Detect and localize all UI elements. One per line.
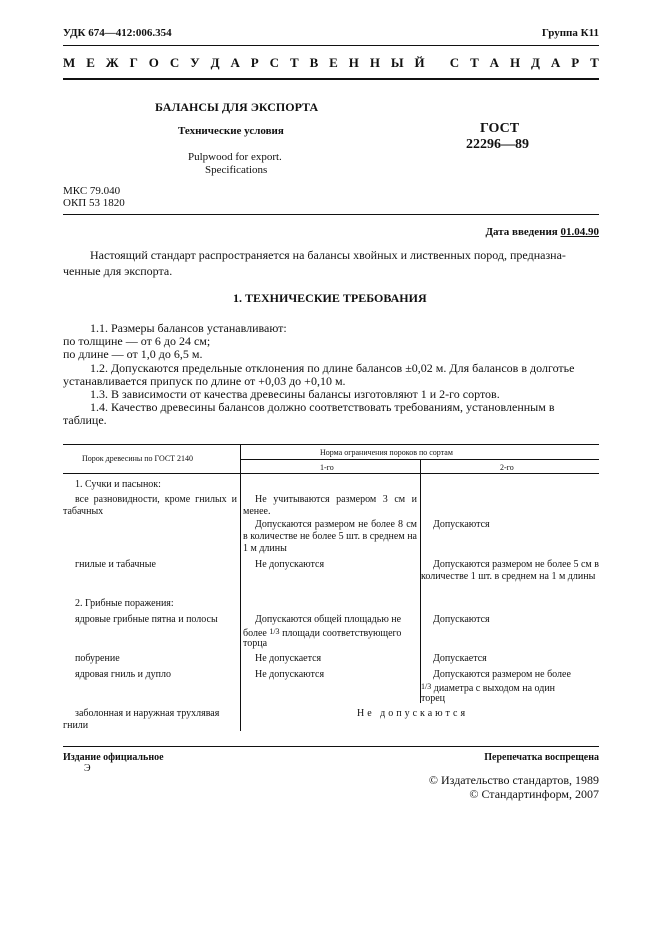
group-fungal-header: 2. Грибные поражения: (75, 598, 174, 609)
para-1-1-length: по длине — от 1,0 до 6,5 м. (63, 347, 203, 361)
standard-banner (63, 55, 599, 71)
section-heading: 1. ТЕХНИЧЕСКИЕ ТРЕБОВАНИЯ (233, 291, 427, 305)
effective-date-label: Дата введения (485, 226, 558, 238)
okp-code: ОКП 53 1820 (63, 197, 125, 209)
fraction-one-third: 1/3 (269, 627, 280, 636)
banner-letter: Д (210, 55, 220, 70)
header-top-rule (63, 45, 599, 46)
row-knots-all-name: все разновидности, кроме гнилых и табачных (63, 494, 237, 517)
banner-letter: Й (414, 55, 425, 70)
row-heart-rot-name: ядровая гниль и дупло (75, 669, 171, 680)
row-browning-name: побурение (75, 653, 120, 664)
row-browning-grade1: Не допускается (255, 653, 322, 664)
row-knots-size-grade2: Допускаются (433, 519, 490, 530)
row-fungal-spots-grade1-a: Допускаются общей площадью не (255, 614, 402, 625)
row-heart-rot-grade1: Не допускаются (255, 669, 325, 680)
para-1-3: 1.3. В зависимости от качества древесины балансы изготовляют 1 и 2-го сортов. (90, 387, 500, 401)
intro-line-1: Настоящий стандарт распространяется на балансы хвойных и лиственных пород, предназна- (90, 248, 566, 262)
row-browning-grade2: Допускается (433, 653, 487, 664)
header-bottom-rule (63, 78, 599, 80)
doc-title-en-1: Pulpwood for export. (188, 151, 282, 163)
banner-letter: Т (289, 55, 299, 70)
row-heart-rot-grade2-a: Допускаются размером не более (433, 669, 571, 680)
col-grade2-header: 2-го (500, 463, 514, 472)
table-top-rule (63, 444, 599, 445)
group-knots-header: 1. Сучки и пасынок: (75, 479, 161, 490)
banner-letter: Р (571, 55, 580, 70)
row-sapwood-rot-both: Не допускаются (357, 708, 469, 719)
banner-letter: Ы (390, 55, 404, 70)
row-heart-rot-grade2-diameter: диаметра с выходом на один (433, 683, 556, 694)
banner-letter: Г (129, 55, 138, 70)
row-knots-size-grade1: Допускаются размером не более 8 см в количестве не более 5 шт. в среднем на 1 м длины (243, 519, 417, 554)
intro-line-2: ченные для экспорта. (63, 264, 173, 278)
table-col-divider-1 (240, 444, 241, 731)
row-rotten-knots-name: гнилые и табачные (75, 559, 156, 570)
udk-code: УДК 674—412:006.354 (63, 27, 172, 39)
fraction-one-third: 1/3 (421, 682, 432, 691)
banner-letter: Н (509, 55, 521, 70)
col-grade1-header: 1-го (320, 463, 334, 472)
banner-letter: С (449, 55, 460, 70)
footer-rule (63, 746, 599, 747)
para-1-1-thickness: по толщине — от 6 до 24 см; (63, 334, 211, 348)
banner-letter: Е (86, 55, 95, 70)
col-defect-header: Порок древесины по ГОСТ 2140 (82, 454, 194, 463)
banner-letter: Т (590, 55, 599, 70)
row-knots-all-grade1: Не учитываются размером 3 см и менее. (243, 494, 417, 517)
doc-title-en-2: Specifications (205, 164, 268, 176)
banner-letter: Д (531, 55, 540, 70)
banner-letter: Н (348, 55, 359, 70)
banner-letter: С (269, 55, 280, 70)
reprint-notice: Перепечатка воспрещена (484, 752, 599, 763)
banner-letter: С (169, 55, 180, 70)
banner-letter: О (148, 55, 159, 70)
banner-letter: А (550, 55, 561, 70)
mks-code: МКС 79.040 (63, 185, 121, 197)
para-1-2-line-2: устанавливается припуск по длине от +0,03 до +0,10 м. (63, 374, 346, 388)
copyright-2007: © Стандартинформ, 2007 (469, 787, 599, 801)
official-mark: Э (84, 763, 91, 774)
gost-label: ГОСТ (480, 121, 520, 136)
effective-date (485, 226, 599, 238)
row-fungal-spots-name: ядровые грибные пятна и полосы (75, 614, 218, 625)
group-code: Группа К11 (541, 27, 599, 39)
row-sapwood-rot-name: заболонная и наружная трухлявая гнили (63, 708, 220, 731)
doc-title: БАЛАНСЫ ДЛЯ ЭКСПОРТА (155, 100, 319, 114)
copyright-1989: © Издательство стандартов, 1989 (428, 773, 599, 787)
row-fungal-spots-grade1-area: площади соответствующего (282, 628, 402, 639)
gost-number: 22296—89 (466, 137, 529, 152)
banner-letter: Е (329, 55, 338, 70)
banner-letter: А (230, 55, 240, 70)
banner-letter: Р (250, 55, 259, 70)
col-norm-header: Норма ограничения пороков по сортам (320, 448, 453, 457)
doc-subtitle: Технические условия (178, 125, 284, 137)
para-1-4-line-2: таблице. (63, 413, 107, 427)
banner-letter: А (489, 55, 500, 70)
banner-letter: Н (369, 55, 380, 70)
banner-letter: Т (470, 55, 479, 70)
banner-letter: М (63, 55, 76, 70)
para-1-1: 1.1. Размеры балансов устанавливают: (90, 321, 287, 335)
title-rule (63, 214, 599, 215)
row-fungal-spots-grade2: Допускаются (433, 614, 490, 625)
banner-gap (436, 55, 439, 71)
official-edition: Издание официальное (63, 752, 164, 763)
row-fungal-spots-grade1-d: торца (243, 638, 268, 649)
para-1-2-line-1: 1.2. Допускаются предельные отклонения по длине балансов ±0,02 м. Для балансов в долготье (90, 361, 575, 375)
row-heart-rot-grade2-c: торец (421, 693, 446, 704)
effective-date-value: 01.04.90 (560, 226, 599, 238)
banner-letter: У (190, 55, 200, 70)
row-rotten-knots-grade1: Не допускаются (255, 559, 325, 570)
row-rotten-knots-grade2: Допускаются размером не более 5 см в количестве 1 шт. в среднем на 1 м длины (421, 559, 599, 582)
banner-letter: В (309, 55, 319, 70)
row-fungal-spots-grade1-more: более (243, 628, 267, 639)
para-1-4-line-1: 1.4. Качество древесины балансов должно соответствовать требованиям, установленным в (90, 400, 555, 414)
banner-letter: Ж (105, 55, 119, 70)
